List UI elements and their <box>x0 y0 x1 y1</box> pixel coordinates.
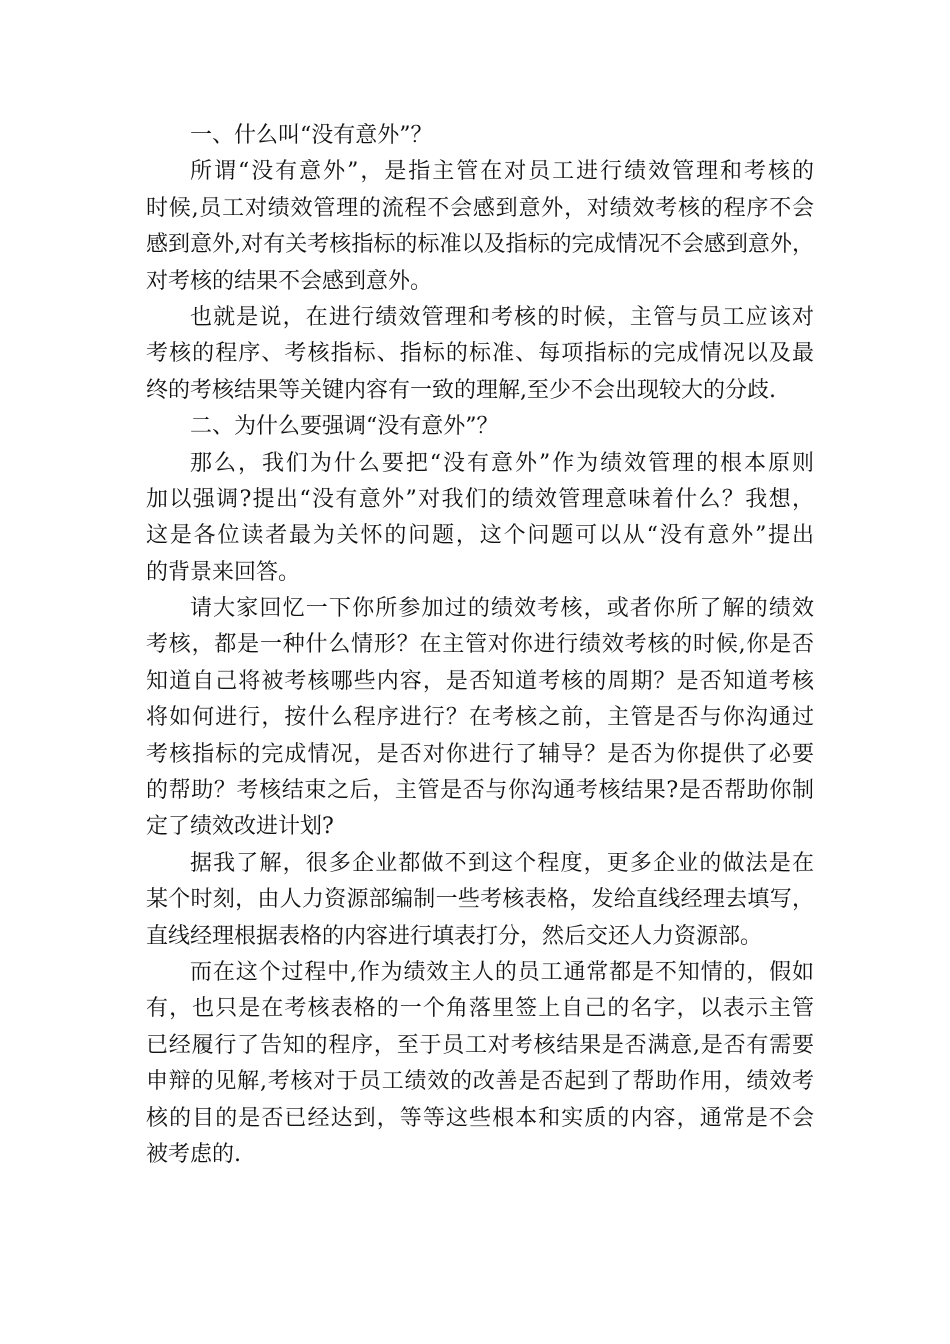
text-line: 那么，我们为什么要把“没有意外”作为绩效管理的根本原则 <box>190 450 814 476</box>
text-line: 对考核的结果不会感到意外。 <box>146 268 433 294</box>
text-line: 直线经理根据表格的内容进行填表打分，然后交还人力资源部。 <box>146 923 763 949</box>
text-line: 某个时刻，由人力资源部编制一些考核表格，发给直线经理去填写， <box>146 887 814 913</box>
text-line: 被考虑的. <box>146 1141 241 1167</box>
text-line: 一、什么叫“没有意外”？ <box>190 123 433 148</box>
text-line: 而在这个过程中,作为绩效主人的员工通常都是不知情的，假如 <box>190 959 814 985</box>
text-line: 加以强调?提出“没有意外”对我们的绩效管理意味着什么？我想， <box>146 486 814 512</box>
text-line: 感到意外,对有关考核指标的标准以及指标的完成情况不会感到意外， <box>146 232 814 258</box>
text-line: 终的考核结果等关键内容有一致的理解,至少不会出现较大的分歧. <box>146 377 776 403</box>
text-line: 考核指标的完成情况，是否对你进行了辅导？是否为你提供了必要 <box>146 741 814 767</box>
text-line: 申辩的见解,考核对于员工绩效的改善是否起到了帮助作用，绩效考 <box>146 1069 814 1095</box>
text-line: 二、为什么要强调“没有意外”？ <box>190 414 499 440</box>
text-line: 据我了解，很多企业都做不到这个程度，更多企业的做法是在 <box>190 850 814 876</box>
text-line: 核的目的是否已经达到，等等这些根本和实质的内容，通常是不会 <box>146 1105 814 1131</box>
text-line: 的帮助？考核结束之后，主管是否与你沟通考核结果?是否帮助你制 <box>146 778 814 804</box>
text-line: 这是各位读者最为关怀的问题，这个问题可以从“没有意外”提出 <box>146 523 814 549</box>
text-line: 将如何进行，按什么程序进行？在考核之前，主管是否与你沟通过 <box>146 705 814 731</box>
text-line: 请大家回忆一下你所参加过的绩效考核，或者你所了解的绩效 <box>190 596 814 622</box>
text-line: 有，也只是在考核表格的一个角落里签上自己的名字，以表示主管 <box>146 996 814 1022</box>
text-line: 考核的程序、考核指标、指标的标准、每项指标的完成情况以及最 <box>146 341 814 367</box>
document-page <box>146 118 814 1173</box>
text-line: 定了绩效改进计划? <box>146 814 334 840</box>
text-line: 已经履行了告知的程序，至于员工对考核结果是否满意,是否有需要 <box>146 1032 814 1058</box>
text-line: 时候,员工对绩效管理的流程不会感到意外，对绩效考核的程序不会 <box>146 195 814 221</box>
text-line: 也就是说，在进行绩效管理和考核的时候，主管与员工应该对 <box>190 304 814 330</box>
text-line: 知道自己将被考核哪些内容，是否知道考核的周期？是否知道考核 <box>146 668 814 694</box>
text-line: 的背景来回答。 <box>146 559 301 585</box>
text-line: 所谓“没有意外”，是指主管在对员工进行绩效管理和考核的 <box>190 159 814 185</box>
text-line: 考核，都是一种什么情形？在主管对你进行绩效考核的时候,你是否 <box>146 632 814 658</box>
